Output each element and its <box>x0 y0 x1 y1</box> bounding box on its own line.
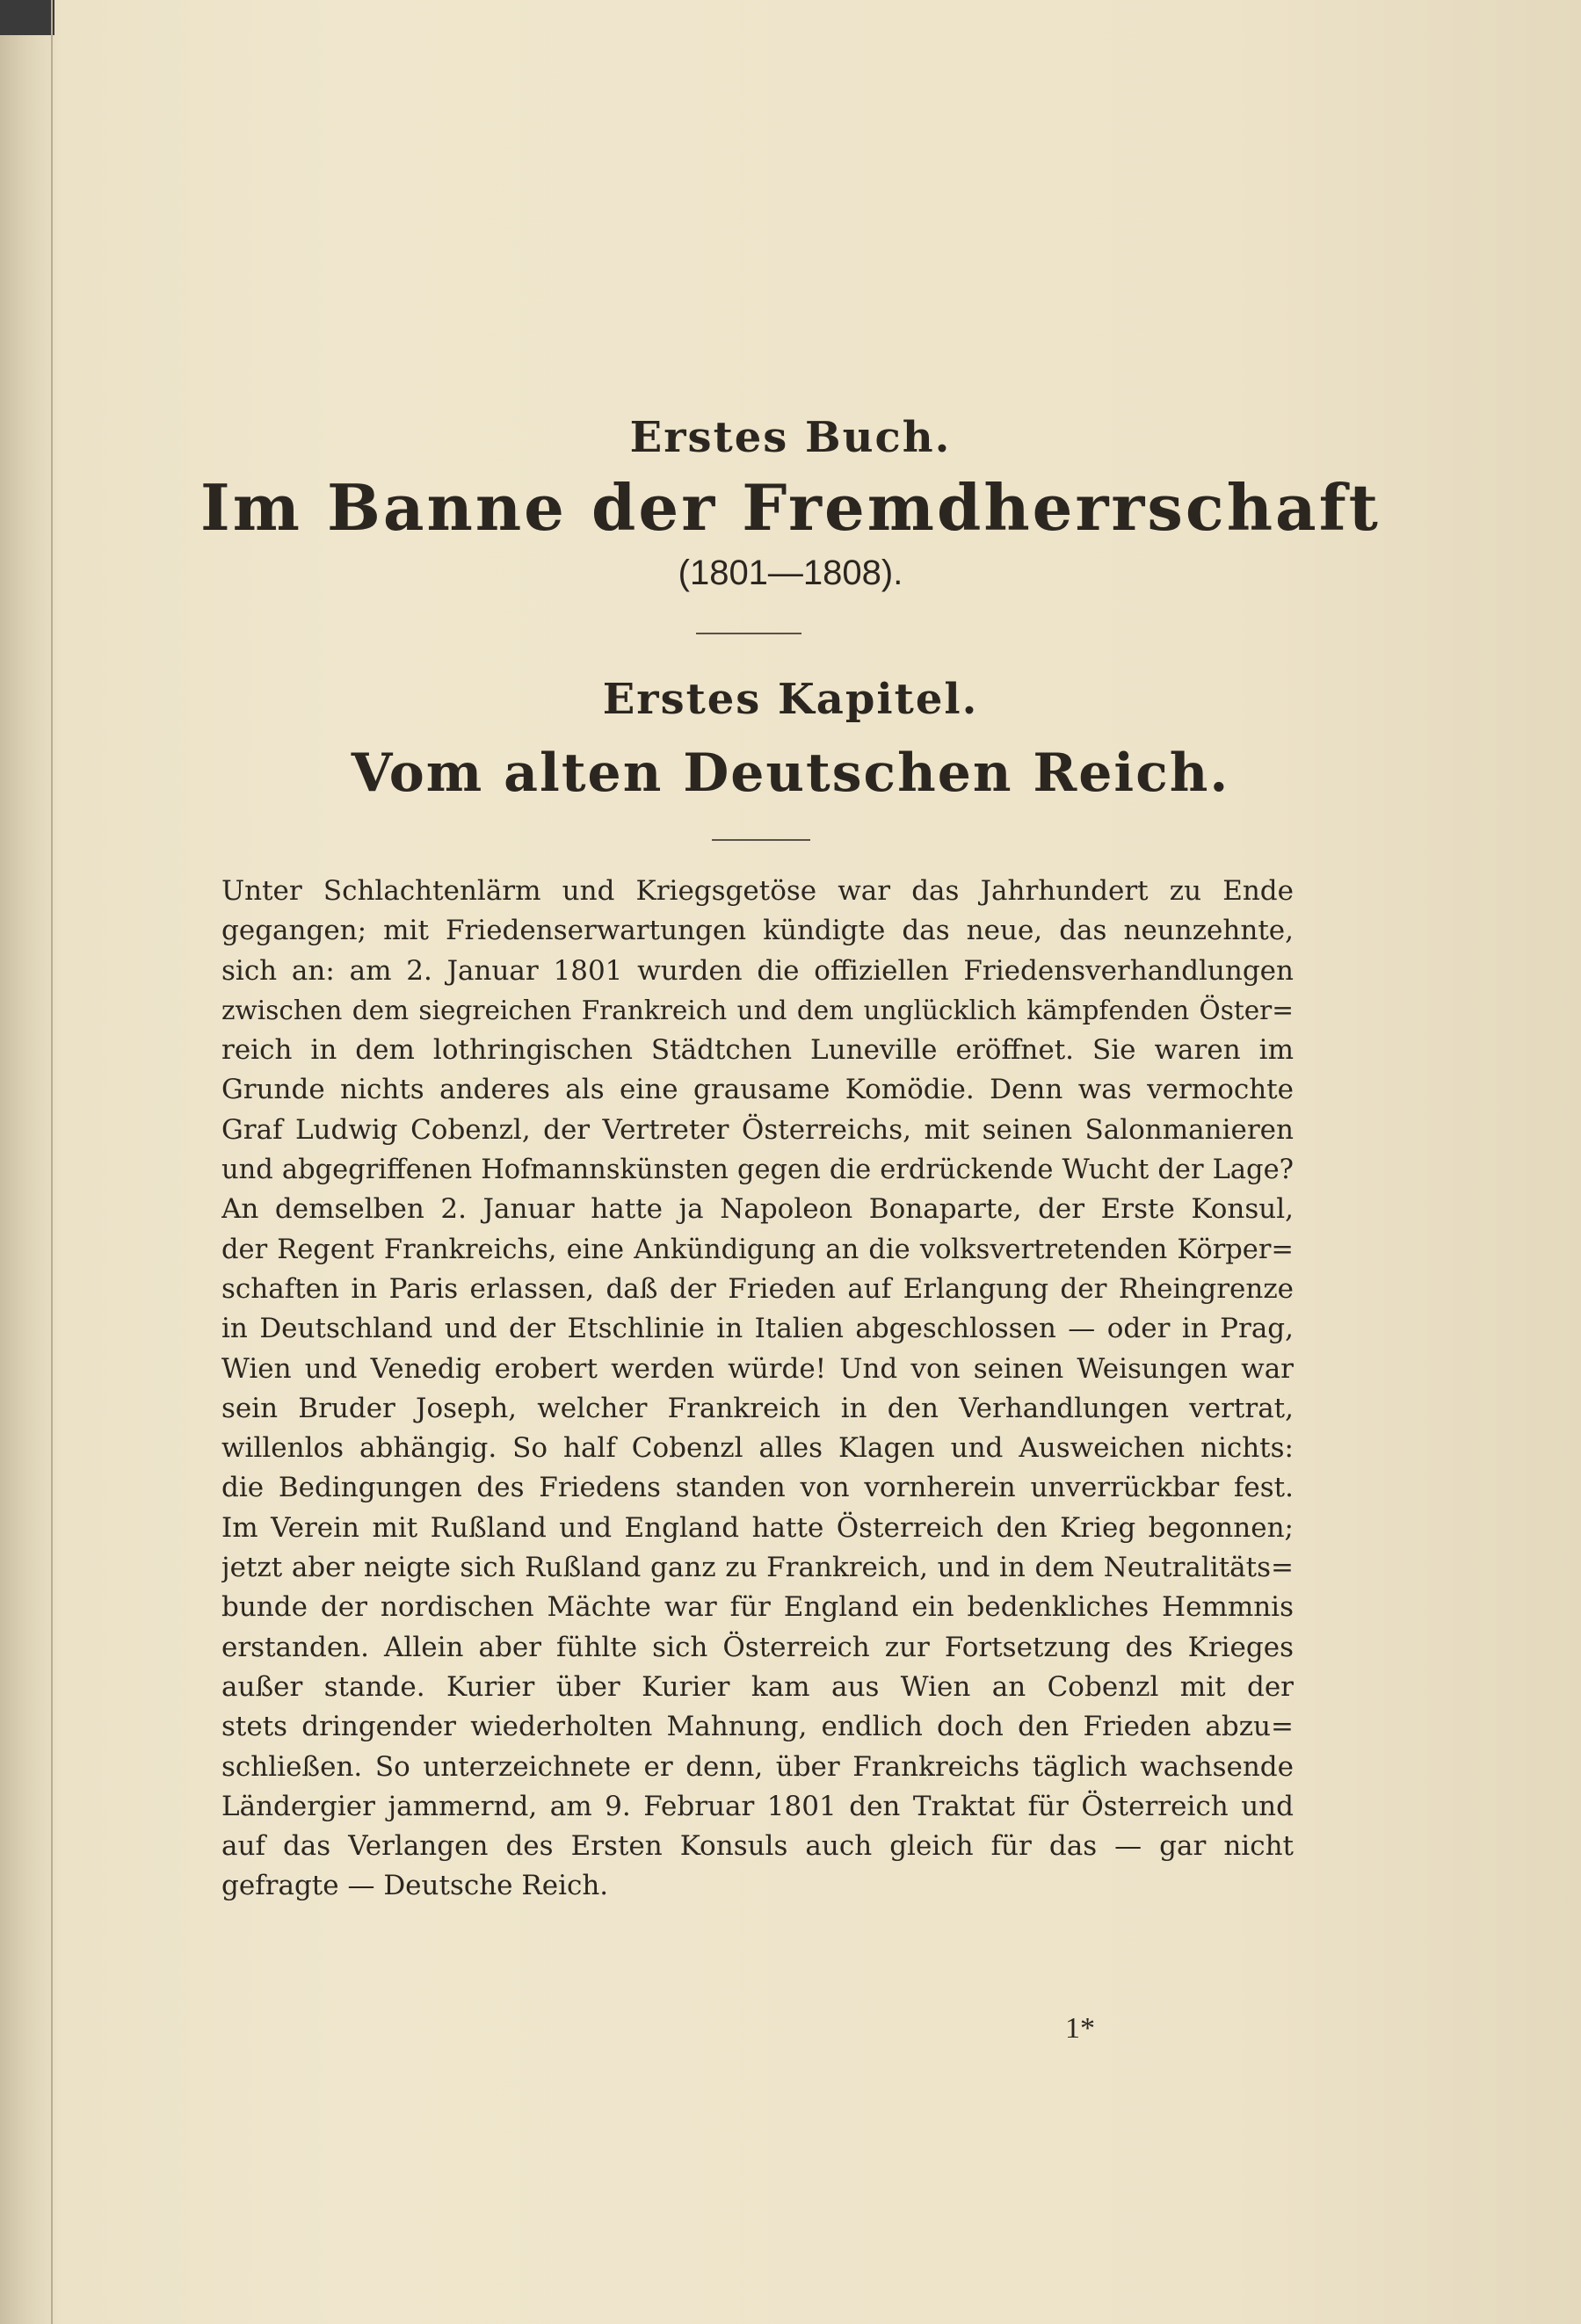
page-number: 1* <box>1065 2012 1095 2045</box>
text-line: Grunde nichts anderes als eine grausame Komödie. Denn was vermochte <box>221 1074 1294 1106</box>
text-line: der Regent Frankreichs, eine Ankündigung an die volksvertretenden Körper= <box>221 1234 1294 1265</box>
text-line: reich in dem lothringischen Städtchen Luneville eröffnet. Sie waren im <box>221 1034 1294 1067</box>
text-line: außer stande. Kurier über Kurier kam aus Wien an Cobenzl mit der <box>221 1670 1294 1703</box>
divider-rule <box>696 633 801 634</box>
text-line: schaften in Paris erlassen, daß der Frieden auf Erlangung der Rheingrenze <box>221 1272 1294 1305</box>
chapter-heading: Erstes Kapitel. <box>602 675 979 724</box>
book-years: (1801—1808). <box>678 554 903 592</box>
chapter-title: Vom alten Deutschen Reich. <box>351 742 1230 804</box>
book-title: Im Banne der Fremdherrschaft <box>200 470 1381 545</box>
text-line: Ländergier jammernd, am 9. Februar 1801 den Traktat für Österreich und <box>221 1790 1294 1822</box>
text-line: die Bedingungen des Friedens standen von vornherein unverrückbar fest. <box>221 1472 1294 1504</box>
text-line: jetzt aber neigte sich Rußland ganz zu Frankreich, und in dem Neutralitäts= <box>221 1552 1294 1584</box>
text-line: in Deutschland und der Etschlinie in Italien abgeschlossen — oder in Prag, <box>221 1313 1294 1345</box>
text-line: willenlos abhängig. So half Cobenzl alles Klagen und Ausweichen nichts: <box>221 1432 1294 1465</box>
divider-rule <box>712 839 810 841</box>
text-line: Im Verein mit Rußland und England hatte Österreich den Krieg begonnen; <box>221 1511 1294 1544</box>
text-line: Unter Schlachtenlärm und Kriegsgetöse war das Jahrhundert zu Ende <box>221 875 1294 907</box>
text-line: gegangen; mit Friedenserwartungen kündigte das neue, das neunzehnte, <box>221 915 1294 947</box>
book-heading: Erstes Buch. <box>629 413 952 462</box>
text-line: Wien und Venedig erobert werden würde! Und von seinen Weisungen war <box>221 1352 1294 1385</box>
text-line: sich an: am 2. Januar 1801 wurden die offiziellen Friedensverhandlungen <box>221 954 1294 987</box>
text-line: stets dringender wiederholten Mahnung, endlich doch den Frieden abzu= <box>221 1711 1294 1743</box>
body-text <box>221 872 1294 1907</box>
text-line: schließen. So unterzeichnete er denn, über Frankreichs täglich wachsende <box>221 1750 1294 1783</box>
scan-corner-mark <box>0 0 54 35</box>
text-line: auf das Verlangen des Ersten Konsuls auch gleich für das — gar nicht <box>221 1830 1294 1863</box>
text-line: bunde der nordischen Mächte war für England ein bedenkliches Hemmnis <box>221 1591 1294 1624</box>
text-line: zwischen dem siegreichen Frankreich und dem unglücklich kämpfenden Öster= <box>221 995 1294 1025</box>
binding-edge <box>51 0 53 2324</box>
text-line: sein Bruder Joseph, welcher Frankreich in den Verhandlungen vertrat, <box>221 1392 1294 1424</box>
text-line: und abgegriffenen Hofmannskünsten gegen die erdrückende Wucht der Lage? <box>221 1155 1294 1186</box>
text-line: erstanden. Allein aber fühlte sich Österreich zur Fortsetzung des Krieges <box>221 1631 1294 1663</box>
text-line: An demselben 2. Januar hatte ja Napoleon Bonaparte, der Erste Konsul, <box>221 1193 1294 1226</box>
text-line: gefragte — Deutsche Reich. <box>221 1870 609 1902</box>
text-line: Graf Ludwig Cobenzl, der Vertreter Österreichs, mit seinen Salonmanieren <box>221 1113 1294 1146</box>
